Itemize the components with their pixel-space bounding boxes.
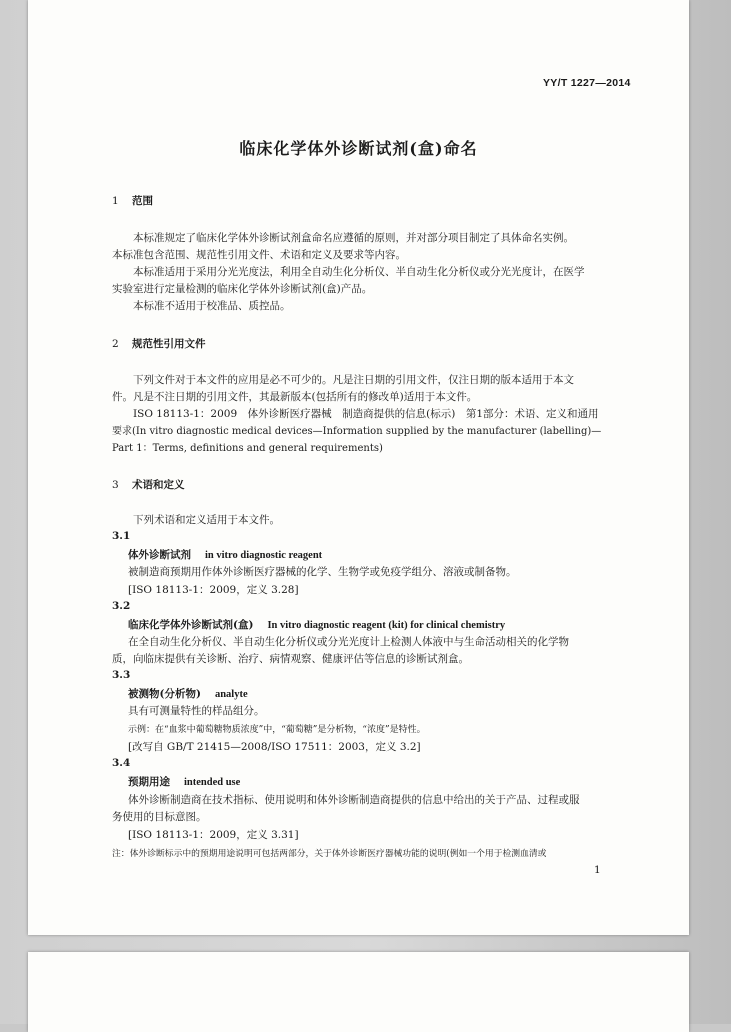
term-definition: 具有可测量特性的样品组分。 [128,705,265,717]
term-source: [改写自 GB/T 21415—2008/ISO 17511：2003，定义 3.2] [128,741,421,753]
paragraph: 件。凡是不注日期的引用文件，其最新版本(包括所有的修改单)适用于本文件。 [112,391,478,403]
section-title: 术语和定义 [132,479,185,491]
page-number: 1 [594,864,601,876]
document-title: 临床化学体外诊断试剂(盒)命名 [239,139,478,158]
section-title: 范围 [132,195,153,207]
paragraph: ISO 18113-1：2009 体外诊断医疗器械 制造商提供的信息(标示) 第1部分：术语、定义和通用 [133,408,599,420]
term-heading [128,547,322,562]
term-number: 3.1 [112,530,131,542]
section-heading [112,193,153,208]
term-number: 3.4 [112,757,131,769]
term-definition: 体外诊断制造商在技术指标、使用说明和体外诊断制造商提供的信息中给出的关于产品、过程或服 [128,794,580,806]
section-number: 3 [112,479,119,491]
paragraph: 本标准不适用于校准品、质控品。 [133,300,291,312]
term-zh: 体外诊断试剂 [128,549,191,561]
document-page-1 [28,0,689,935]
paragraph: 本标准适用于采用分光光度法，利用全自动生化分析仪、半自动生化分析仪或分光光度计，在医学 [133,266,585,278]
term-example: 示例：在“血浆中葡萄糖物质浓度”中，“葡萄糖”是分析物，“浓度”是特性。 [128,725,426,735]
section-number: 1 [112,195,119,207]
term-en: analyte [214,689,248,700]
term-en: In vitro diagnostic reagent (kit) for clinical chemistry [267,620,506,631]
term-heading [128,686,248,701]
term-heading [128,774,240,789]
document-page-2 [28,952,689,1032]
section-number: 2 [112,338,119,350]
term-heading [128,617,505,632]
term-zh: 临床化学体外诊断试剂(盒) [128,619,254,631]
section-title: 规范性引用文件 [132,338,206,350]
term-en: intended use [184,777,241,788]
term-definition: 在全自动生化分析仪、半自动生化分析仪或分光光度计上检测人体液中与生命活动相关的化学物 [128,636,569,648]
paragraph: 本标准包含范围、规范性引用文件、术语和定义及要求等内容。 [112,249,406,261]
section-heading [112,336,206,351]
paragraph: Part 1：Terms, definitions and general requirements) [112,443,383,454]
term-number: 3.2 [112,600,131,612]
standard-code: YY/T 1227—2014 [543,77,631,89]
paragraph: 本标准规定了临床化学体外诊断试剂盒命名应遵循的原则，并对部分项目制定了具体命名实例。 [133,232,574,244]
term-definition: 被制造商预期用作体外诊断医疗器械的化学、生物学或免疫学组分、溶液或制备物。 [128,566,517,578]
section-heading [112,477,185,492]
term-source: [ISO 18113-1：2009，定义 3.31] [128,829,299,841]
term-number: 3.3 [112,669,131,681]
paragraph: 下列术语和定义适用于本文件。 [133,514,280,526]
term-definition: 质，向临床提供有关诊断、治疗、病情观察、健康评估等信息的诊断试剂盒。 [112,653,469,665]
term-zh: 被测物(分析物) [128,688,201,700]
paragraph: 下列文件对于本文件的应用是必不可少的。凡是注日期的引用文件，仅注日期的版本适用于本文 [133,374,574,386]
term-source: [ISO 18113-1：2009，定义 3.28] [128,584,299,596]
footnote: 注：体外诊断标示中的预期用途说明可包括两部分，关于体外诊断医疗器械功能的说明(例如一个用于检测血清或 [112,849,547,859]
paragraph: 要求(In vitro diagnostic medical devices—Information supplied by the manufacturer (labelling)— [112,426,602,437]
term-en: in vitro diagnostic reagent [205,550,323,561]
term-definition: 务使用的目标意图。 [112,811,207,823]
term-zh: 预期用途 [128,776,170,788]
paragraph: 实验室进行定量检测的临床化学体外诊断试剂(盒)产品。 [112,283,373,295]
